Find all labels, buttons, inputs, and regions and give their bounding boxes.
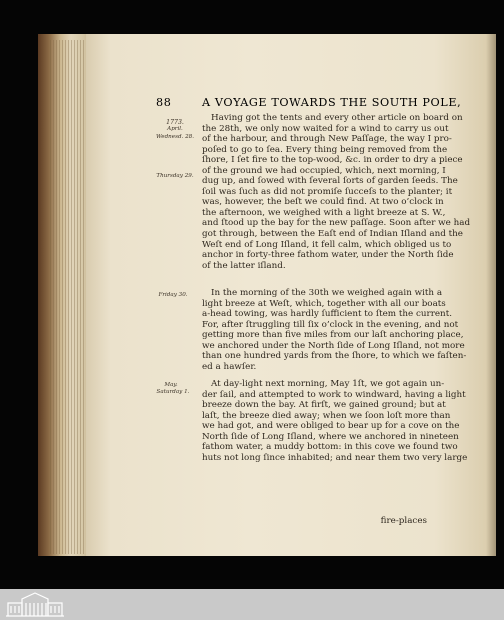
paragraph-2: [202, 288, 497, 372]
margin-note-year: 1773.: [166, 119, 184, 126]
text-line: the afternoon, we weighed with a light breeze at S. W.,: [202, 207, 446, 218]
library-building-icon: [4, 591, 66, 618]
text-line: Having got the tents and every other article on board on: [211, 113, 463, 123]
paragraph-1: [202, 113, 497, 271]
text-line: poſed to go to ſea. Every thing being removed from the: [202, 144, 448, 155]
margin-note-date: Friday 30.: [158, 292, 188, 298]
page-content: [86, 34, 496, 556]
page-header: [156, 96, 501, 112]
paragraph-3: [202, 379, 497, 463]
text-line: ſhore, I ſet fire to the top-wood, &c. in order to dry a piece: [202, 155, 463, 166]
margin-note-date: Thursday 29.: [156, 173, 194, 179]
text-line: we had got, and were obliged to bear up for a cove on the: [202, 421, 460, 432]
text-line: North ſide of Long Iſland, where we anchored in nineteen: [202, 431, 459, 442]
text-line: At day-light next morning, May 1ſt, we got again un-: [211, 379, 445, 389]
page-edges: [50, 40, 90, 554]
margin-note-date: Saturday 1.: [156, 389, 190, 395]
text-line: ſoil was ſuch as did not promiſe ſucceſs to the planter; it: [202, 186, 453, 197]
text-line: and ſtood up the bay for the new paſſage. Soon after we had: [202, 218, 471, 229]
margin-note-month: May.: [164, 382, 178, 388]
running-head: A VOYAGE TOWARDS THE SOUTH POLE,: [202, 96, 462, 109]
text-line: Weſt end of Long Iſland, it fell calm, which obliged us to: [202, 239, 452, 250]
text-line: fathom water, a muddy bottom: in this cove we found two: [202, 442, 458, 453]
text-line: of the latter iſland.: [202, 260, 286, 271]
margin-note-month: April.: [167, 126, 183, 132]
text-line: got through, between the Eaſt end of Indian Iſland and the: [202, 229, 463, 240]
text-line: breeze down the bay. At firſt, we gained ground; but at: [202, 400, 446, 411]
text-line: the 28th, we only now waited for a wind to carry us out: [202, 123, 449, 134]
text-line: huts not long ſince inhabited; and near them two very large: [202, 452, 468, 463]
text-line: a-head towing, was hardly ſufficient to ſtem the current.: [202, 309, 452, 320]
text-line: dug up, and ſowed with ſeveral ſorts of garden ſeeds. The: [202, 176, 458, 187]
footer-band: [0, 589, 504, 620]
catchword: fire-places: [380, 516, 427, 526]
text-line: laſt, the breeze died away; when we ſoon loſt more than: [202, 410, 451, 421]
text-line: ed a hawſer.: [202, 361, 257, 372]
text-line: getting more than five miles from our laſt anchoring place,: [202, 330, 464, 341]
page-number: 88: [156, 96, 172, 109]
text-line: der ſail, and attempted to work to windward, having a light: [202, 389, 466, 400]
text-line: of the harbour, and through New Paſſage, the way I pro-: [202, 134, 452, 145]
text-line: than one hundred yards from the ſhore, to which we faſten-: [202, 351, 467, 362]
text-line: anchor in forty-three fathom water, under the North ſide: [202, 250, 454, 261]
text-line: For, after ſtruggling till ſix o’clock in the evening, and not: [202, 319, 459, 330]
text-line: of the ground we had occupied, which, next morning, I: [202, 165, 446, 176]
margin-note-date: Wednesd. 28.: [155, 134, 194, 140]
text-line: we anchored under the North ſide of Long Iſland, not more: [202, 340, 465, 351]
text-line: light breeze at Weſt, which, together with all our boats: [202, 298, 446, 309]
text-line: was, however, the beſt we could find. At two o’clock in: [202, 197, 444, 208]
text-line: In the morning of the 30th we weighed again with a: [211, 288, 443, 298]
